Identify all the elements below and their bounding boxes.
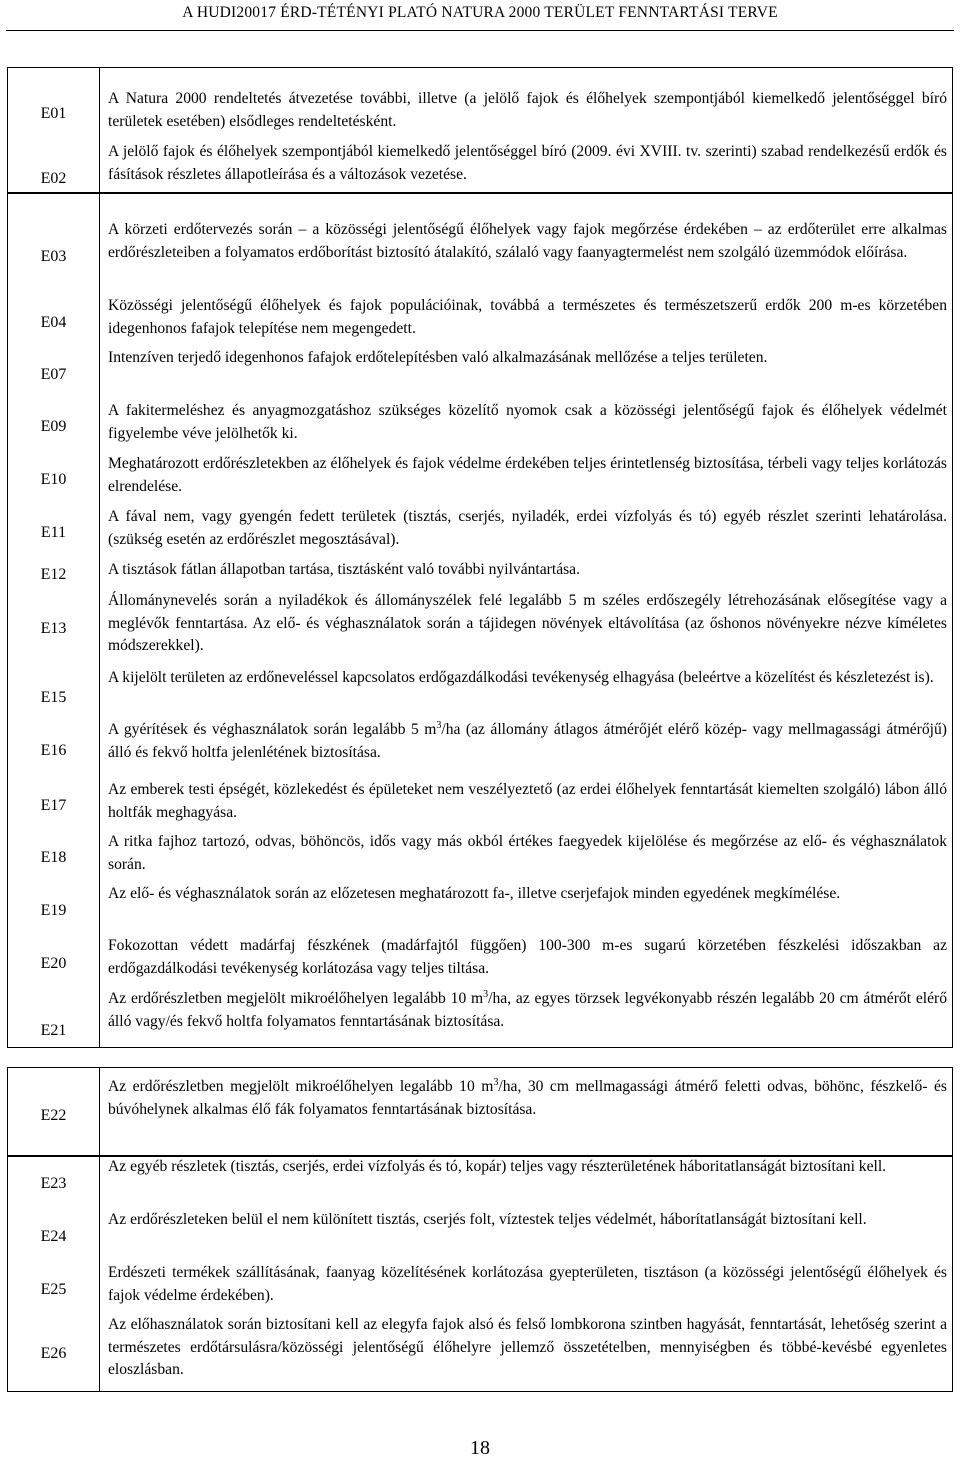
measure-text: A tisztások fátlan állapotban tartása, tisztásként való további nyilvántartása.: [108, 561, 580, 578]
measure-code: E01: [40, 105, 67, 122]
measure-code: E11: [40, 524, 67, 541]
measure-text: Intenzíven terjedő idegenhonos fafajok erdőtelepítésben való alkalmazásának mellőzése a teljes területen.: [108, 349, 768, 366]
measure-text: Az elő- és véghasználatok során az előzetesen meghatározott fa-, illetve cserjefajok minden egyedének megkímélése.: [108, 885, 841, 902]
header-rule: [6, 30, 954, 31]
measure-text-superscript: 3: [493, 1077, 499, 1088]
measure-text: A fakitermeléshez és anyagmozgatáshoz szükséges közelítő nyomok csak a közösségi jelentőségű fajok és élőhelyek védelmét figyelembe véve jelölhetők ki.: [108, 402, 947, 442]
measure-block-e23-e26: [7, 1156, 953, 1392]
measure-code: E21: [40, 1022, 67, 1039]
measure-text-part: /ha, 30 cm mellmagassági átmérő feletti odvas, böhönc, fészkelő- és búvóhelynek alkalmas élő fák folyamatos fenntartásának biztosítása.: [108, 1078, 947, 1118]
measure-text: A kijelölt területen az erdőneveléssel kapcsolatos erdőgazdálkodási tevékenység elhagyása (beleértve a közelítést és készletezést is).: [108, 669, 934, 686]
measure-text: Az emberek testi épségét, közlekedést és épületeket nem veszélyeztető (az erdei élőhelyek fenntartását kiemelten szolgáló) lábon álló holtfák meghagyása.: [108, 781, 947, 821]
measure-text: Állománynevelés során a nyiladékok és állományszélek felé legalább 5 m széles erdőszegély létrehozásának elősegítése vagy a meglévők fenntartása. Az elő- és véghasználatok során a tájidegen növények eltávolítása (az őshonos növényekre nézve kíméletes módszerekkel).: [108, 592, 947, 655]
measure-block-e22: [7, 1067, 953, 1156]
measure-code: E04: [40, 314, 67, 331]
measure-text: Erdészeti termékek szállításának, faanyag közelítésének korlátozása gyepterületen, tisztáson (a közösségi jelentőségű élőhelyek és fajok védelme érdekében).: [108, 1264, 947, 1304]
measure-code: E13: [40, 620, 67, 637]
measure-text: A Natura 2000 rendeltetés átvezetése további, illetve (a jelölő fajok és élőhelyek szempontjából kiemelkedő jelentőséggel bíró területek esetében) elsődleges rendeltetésként.: [108, 90, 947, 130]
measure-text-part: /ha, az egyes törzsek legvékonyabb részén legalább 20 cm átmérőt elérő álló vagy/és fekvő holtfa folyamatos fenntartásának biztosítása.: [108, 990, 947, 1030]
measure-text: Az egyéb részletek (tisztás, cserjés, erdei vízfolyás és tó, kopár) teljes vagy részterületének háboritatlanságát biztosítani kell.: [108, 1158, 887, 1175]
page-number: 18: [470, 1437, 490, 1459]
measure-code: E09: [40, 418, 67, 435]
measure-text: [108, 988, 947, 1033]
measure-text: Fokozottan védett madárfaj fészkének (madárfajtól függően) 100-300 m-es sugarú körzetében fészkelési időszakban az erdőgazdálkodási tevékenység korlátozása vagy teljes tiltása.: [108, 937, 947, 977]
measure-text: [108, 1076, 947, 1121]
measure-code: E24: [40, 1228, 67, 1245]
measure-text-part: Az erdőrészletben megjelölt mikroélőhelyen legalább 10 m: [108, 990, 484, 1007]
measure-text: A jelölő fajok és élőhelyek szempontjából kiemelkedő jelentőséggel bíró (2009. évi XVIII. tv. szerinti) szabad rendelkezésű erdők és fásítások részletes állapotleírása és a változások vezetése.: [108, 143, 947, 183]
measure-code: E10: [40, 471, 67, 488]
measure-code: E26: [40, 1345, 67, 1362]
code-column: [8, 1068, 100, 1155]
measure-text: A ritka fajhoz tartozó, odvas, böhöncös, idős vagy más okból értékes faegyedek kijelölése és megőrzése az elő- és véghasználatok során.: [108, 833, 947, 873]
measure-block-e03-e21: [7, 193, 953, 1048]
measure-text: A körzeti erdőtervezés során – a közösségi jelentőségű élőhelyek vagy fajok megőrzése érdekében – az erdőterület erre alkalmas erdőrészleteiben a folyamatos erdőborítást biztosító átalakító, szálaló vagy faanyagtermelést nem szolgáló üzemmódok előírása.: [108, 221, 947, 261]
measure-text-superscript: 3: [483, 989, 489, 1000]
measure-block-e01-e02: [7, 67, 953, 193]
measure-code: E19: [40, 902, 67, 919]
measure-code: E12: [40, 566, 67, 583]
measure-code: E25: [40, 1281, 67, 1298]
measure-code: E18: [40, 849, 67, 866]
measure-code: E07: [40, 366, 67, 383]
measure-text: Meghatározott erdőrészletekben az élőhelyek és fajok védelme érdekében teljes érintetlenség biztosítása, térbeli vagy teljes korlátozás elrendelése.: [108, 455, 947, 495]
measure-text-superscript: 3: [436, 720, 442, 731]
measure-code: E15: [40, 689, 67, 706]
measure-code: E03: [40, 248, 67, 265]
measure-text-part: A gyérítések és véghasználatok során legalább 5 m: [108, 721, 437, 738]
code-column: [8, 1157, 100, 1391]
measure-text: A fával nem, vagy gyengén fedett területek (tisztás, cserjés, nyiladék, erdei vízfolyás és tó) egyéb részlet szerinti lehatárolása. (szükség esetén az erdőrészlet megosztásával).: [108, 508, 947, 548]
measure-text: Az előhasználatok során biztosítani kell az elegyfa fajok alsó és felső lombkorona szintben hagyását, fenntartását, lehetőség szerint a természetes erdőtársulásra/közösségi jelentőségű élőhelyre jellemző összetételben, mennyiségben és többé-kevésbé egyenletes eloszlásban.: [108, 1316, 947, 1379]
measure-code: E16: [40, 742, 67, 759]
code-column: [8, 68, 100, 192]
page-header: A HUDI20017 ÉRD-TÉTÉNYI PLATÓ NATURA 2000 TERÜLET FENNTARTÁSI TERVE: [182, 4, 778, 21]
measure-text: Az erdőrészleteken belül el nem különített tisztás, cserjés folt, víztestek teljes védelmét, háborítatlanságát biztosítani kell.: [108, 1211, 867, 1228]
measure-code: E23: [40, 1175, 67, 1192]
measure-text: [108, 719, 947, 764]
measure-code: E02: [40, 170, 67, 187]
code-column: [8, 194, 100, 1047]
measure-code: E17: [40, 797, 67, 814]
measure-text-part: /ha (az állomány átlagos átmérőjét elérő közép- vagy mellmagassági átmérőjű) álló és fekvő holtfa jelenlétének biztosítása.: [108, 721, 947, 761]
measure-code: E20: [40, 955, 67, 972]
measure-code: E22: [40, 1107, 67, 1124]
measure-text: Közösségi jelentőségű élőhelyek és fajok populációinak, továbbá a természetes és természetszerű erdők 200 m-es körzetében idegenhonos fafajok telepítése nem megengedett.: [108, 297, 947, 337]
measure-text-part: Az erdőrészletben megjelölt mikroélőhelyen legalább 10 m: [108, 1078, 494, 1095]
